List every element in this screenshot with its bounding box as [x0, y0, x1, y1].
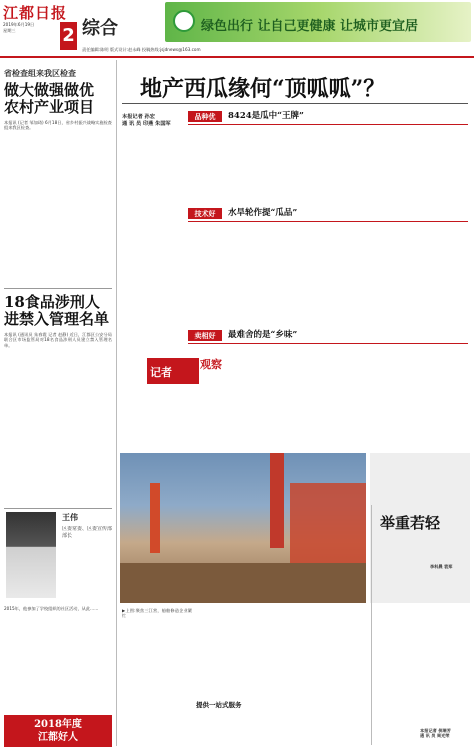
feature-author: 李科晨 袁郑 — [430, 564, 453, 569]
bike-icon — [173, 10, 195, 32]
ship-hull — [290, 483, 366, 573]
banner-slogan: 绿色出行 让自己更健康 让城市更宜居 — [201, 19, 419, 34]
divider — [4, 288, 112, 289]
main-lead-col — [122, 145, 182, 355]
sub1-title: 8424是瓜中“王牌” — [228, 111, 304, 121]
main-headline: 地产西瓜缘何“顶呱呱”？ — [140, 76, 386, 102]
issue-date: 2019年6月19日 — [3, 22, 35, 27]
section-name: 综合 — [82, 18, 118, 39]
headline-1: 做大做强做优 农村产业项目 — [4, 81, 95, 116]
left-column — [0, 60, 115, 749]
issue-weekday: 星期三 — [3, 28, 16, 33]
story-1-lead: 本报讯 (记者 邹加琦) 6月18日，省乡村振兴战略实施检查组来我区检查。 — [4, 120, 112, 131]
feature-lead — [378, 534, 470, 604]
masthead-rule — [0, 56, 474, 58]
headline-2: 18食品涉刑人 进禁入管理名单 — [4, 293, 110, 328]
photo-caption: ▶上图:聚焦三江营，船舶修造企业繁忙 — [122, 608, 192, 619]
stamp-text-2: 观察 — [200, 358, 222, 371]
sub2-rule — [188, 221, 468, 222]
kicker-1: 省检查组来我区检查 — [4, 68, 76, 78]
sub2-tag: 技术好 — [188, 208, 222, 219]
award-badge: 2018年度 江都好人 — [4, 715, 112, 747]
portrait-bio: 区委常委、区委宣传部部长 — [62, 526, 112, 539]
column-rule — [116, 60, 117, 746]
lower-subtitle: 提供一站式服务 — [196, 701, 242, 709]
observer-stamp — [147, 358, 199, 384]
sub3-title: 最难舍的是“乡味” — [228, 330, 298, 340]
sub1-tag: 品种优 — [188, 111, 222, 122]
sub3-tag: 卖相好 — [188, 330, 222, 341]
lower-col-2 — [196, 608, 276, 696]
main-rule — [122, 103, 468, 104]
crane-icon — [150, 483, 160, 553]
sub3-rule — [188, 343, 468, 344]
stamp-text-1: 记者 — [150, 366, 172, 379]
lower-col-3 — [280, 608, 366, 746]
shipyard-photo — [120, 453, 366, 603]
crane-icon — [270, 453, 284, 548]
feature-title: 举重若轻 — [380, 514, 441, 532]
main-byline: 本报记者 孙宏 通 讯 员 印燕 朱国军 — [122, 114, 171, 127]
photo-caption-col — [122, 608, 192, 746]
portrait-body-text: 2015年，他参加了学校组织的社区活动，从此…… — [4, 606, 99, 611]
lower-col-2b — [196, 712, 276, 746]
story-2-lead: 本报讯 (通讯员 朱春霞 记者 赵静) 近日，江都区公安分局联合区市场监管局对18名食品涉刑人员建立禁入管理名单。 — [4, 332, 112, 348]
column-rule — [371, 505, 372, 745]
portrait-name: 王伟 — [62, 512, 78, 522]
sub2-title: 水旱轮作提“瓜品” — [228, 208, 298, 218]
masthead-banner — [165, 2, 471, 42]
sub2-body — [188, 225, 468, 321]
feature-byline: 本报记者 侯瑞芳 通 讯 员 周光荣 — [420, 728, 451, 739]
dock-ground — [120, 563, 366, 603]
divider — [4, 508, 112, 509]
newspaper-logo: 江都日报 — [3, 4, 68, 22]
page-credits: 责任编辑:陈明 版式设计:赵永峰 投稿热线:jsjdnews@163.com — [82, 47, 201, 52]
sub1-rule — [188, 124, 468, 125]
story-2-body — [4, 332, 112, 504]
portrait-photo — [6, 512, 56, 598]
page-number: 2 — [60, 22, 77, 50]
story-1-body — [4, 120, 112, 286]
feature-body — [378, 605, 470, 725]
sub1-body — [188, 128, 468, 204]
